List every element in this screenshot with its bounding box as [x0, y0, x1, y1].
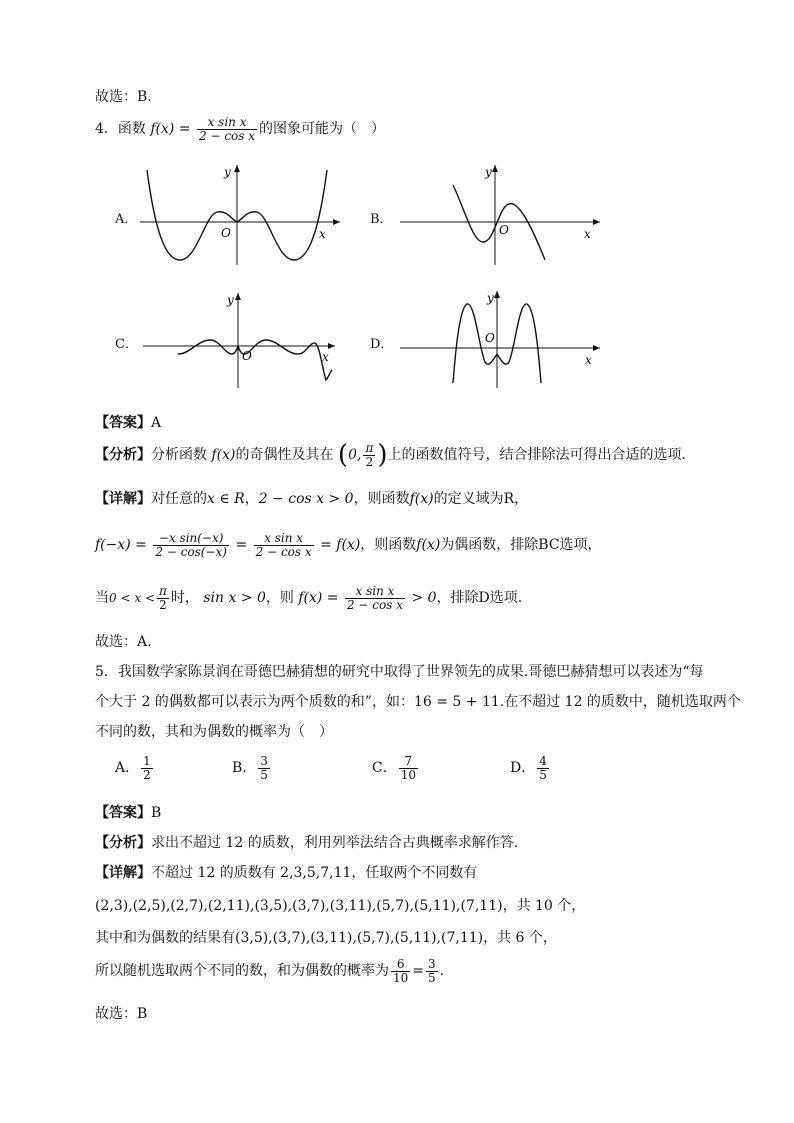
q4-when-gt: > 0	[411, 590, 437, 607]
q4-analysis-interval-left: 0,	[348, 447, 362, 464]
graph-b-x-label: x	[584, 227, 591, 241]
q4-even-num-2: x sin x	[254, 532, 314, 546]
q5-prob-num-1: 6	[391, 958, 410, 972]
q5-option-d-frac	[537, 755, 549, 781]
q4-answer-tag: 【答案】	[95, 415, 151, 431]
q4-option-d-label: D．	[370, 337, 394, 352]
q5-option-a-num: 1	[143, 754, 151, 768]
q4-even-frac-2	[254, 532, 314, 558]
q4-answer-value: A	[151, 415, 162, 431]
q5-option-c-frac	[399, 755, 418, 781]
q4-analysis-two: 2	[365, 454, 374, 469]
q4-analysis-line	[95, 440, 686, 471]
q4-detail-text-4: 的定义域为R，	[433, 491, 529, 507]
q5-option-b	[232, 755, 272, 781]
q4-even-fx: f(x)	[416, 537, 441, 554]
q4-when-den: 2 − cos x	[346, 597, 403, 612]
graph-d-y-label: y	[487, 291, 494, 305]
q5-analysis-line	[95, 832, 518, 852]
q4-detail-xinr: x ∈ R	[207, 491, 245, 507]
q4-detail-fx: f(x)	[409, 491, 434, 507]
q5-prob-end: .	[439, 963, 445, 980]
graph-c-y-label: y	[227, 293, 234, 307]
q5-option-c-den: 10	[400, 767, 416, 782]
q4-number: 4．	[95, 121, 118, 138]
q4-even-frac-1	[153, 532, 229, 558]
q4-func-den: 2 − cos x	[199, 128, 256, 143]
q4-graph-a	[135, 160, 345, 270]
q4-when-pi: π	[158, 584, 167, 598]
q4-detail-text-2: ，	[244, 491, 259, 507]
q5-answer-line	[95, 802, 161, 822]
q4-suffix: 的图象可能为（ ）	[259, 121, 386, 138]
prev-answer-line: 故选：B.	[95, 89, 152, 105]
q4-when-line	[95, 585, 522, 611]
q4-final-line: 故选：A.	[95, 634, 152, 650]
q4-analysis-tag: 【分析】	[95, 447, 151, 464]
q5-prob-eq: =	[412, 963, 425, 980]
q4-option-b-label: B．	[370, 212, 393, 227]
q4-even-rhs: = f(x)	[320, 537, 361, 554]
q5-option-c-num: 7	[399, 755, 418, 769]
q5-option-a-frac	[141, 755, 153, 781]
q4-when-text-3: ，则	[265, 590, 294, 607]
q5-option-a-den: 2	[143, 767, 151, 782]
q4-detail-text-1: 对任意的	[151, 491, 207, 507]
q5-final-line: 故选：B	[95, 1006, 148, 1022]
graph-a-x-label: x	[319, 227, 326, 241]
q5-analysis-tag: 【分析】	[95, 835, 151, 851]
q4-prefix: 函数	[117, 121, 146, 138]
q4-even-den-1: 2 − cos(−x)	[155, 544, 227, 559]
q5-stem-line-2: 个大于 2 的偶数都可以表示为两个质数的和”，如：16 = 5 + 11.在不超过 12 的质数中，随机选取两个	[95, 694, 741, 710]
q4-even-text: ，则函数	[360, 537, 417, 554]
q5-option-b-label: B．	[232, 760, 257, 777]
q4-analysis-text-1: 分析函数	[151, 447, 207, 464]
q4-when-sin: sin x > 0	[203, 590, 266, 607]
q5-prob-line	[95, 958, 444, 984]
q4-when-pi-over-2	[157, 585, 169, 611]
q4-func-fraction	[197, 116, 257, 142]
q4-when-text-4: ，排除D选项.	[436, 590, 523, 607]
q5-prob-num-2: 3	[428, 957, 436, 971]
q5-option-a-label: A．	[115, 760, 140, 777]
q4-when-two: 2	[159, 597, 167, 612]
graph-c-x-label: x	[322, 350, 329, 364]
graph-b-y-label: y	[485, 165, 492, 179]
q4-graph-b	[395, 160, 605, 270]
q5-stem-line-1: 5．我国数学家陈景润在哥德巴赫猜想的研究中取得了世界领先的成果.哥德巴赫猜想可以表述为“每	[95, 664, 704, 680]
q5-option-b-den: 5	[260, 767, 268, 782]
q5-option-d-label: D．	[510, 760, 536, 777]
q4-func-num: x sin x	[197, 116, 257, 130]
q4-detail-text-3: ，则函数	[353, 491, 410, 507]
q4-when-cond: 0 < x <	[109, 591, 155, 606]
q5-prob-den-1: 10	[393, 970, 409, 985]
q5-prob-frac-1	[391, 958, 410, 984]
q4-analysis-paren-left: (	[337, 440, 349, 471]
q4-analysis-pi-over-2	[363, 442, 375, 468]
q5-option-c-label: C．	[372, 760, 397, 777]
q5-even-line: 其中和为偶数的结果有(3,5),(3,7),(3,11),(5,7),(5,11),(7,11)，共 6 个，	[95, 930, 557, 946]
q4-analysis-text-3: 上的函数值符号，结合排除法可得出合适的选项.	[387, 447, 686, 464]
graph-b-origin-label: O	[499, 223, 509, 237]
q4-even-line	[95, 532, 602, 558]
q4-analysis-fx: f(x)	[211, 447, 236, 464]
q4-even-eq: =	[235, 537, 248, 554]
q4-stem	[95, 116, 385, 142]
q4-when-fx: f(x) =	[298, 590, 339, 607]
q4-func-lhs: f(x) =	[150, 121, 191, 138]
q5-detail-text-1: 不超过 12 的质数有 2,3,5,7,11，任取两个不同数有	[151, 865, 478, 881]
q4-when-text-2: 时，	[170, 590, 199, 607]
q4-even-text-2: 为偶函数，排除BC选项，	[440, 537, 602, 554]
q4-answer-line	[95, 412, 161, 432]
q4-graph-c	[140, 288, 340, 393]
q4-even-lhs: f(−x) =	[95, 537, 147, 554]
q5-stem-line-3: 不同的数，其和为偶数的概率为（ ）	[95, 724, 333, 740]
graph-d-origin-label: O	[485, 331, 495, 345]
q5-prob-text: 所以随机选取两个不同的数，和为偶数的概率为	[95, 963, 389, 980]
q4-when-text-1: 当	[95, 590, 109, 607]
q5-prob-frac-2	[426, 958, 438, 984]
q5-option-d	[510, 755, 551, 781]
graph-d-x-label: x	[585, 353, 592, 367]
q5-answer-tag: 【答案】	[95, 805, 151, 821]
q4-detail-line-1	[95, 488, 528, 508]
graph-a-origin-label: O	[221, 226, 231, 240]
q5-analysis-text: 求出不超过 12 的质数，利用列举法结合古典概率求解作答.	[151, 835, 519, 851]
q5-detail-tag: 【详解】	[95, 865, 151, 881]
q4-analysis-paren-right: )	[377, 440, 388, 471]
q4-analysis-text-2: 的奇偶性及其在	[235, 447, 334, 464]
q5-pairs-line: (2,3),(2,5),(2,7),(2,11),(3,5),(3,7),(3,11),(5,7),(5,11),(7,11)，共 10 个，	[95, 898, 586, 914]
graph-a-y-label: y	[224, 165, 231, 179]
q5-option-c	[372, 755, 420, 781]
q5-answer-value: B	[151, 805, 162, 821]
q5-option-b-frac	[258, 755, 270, 781]
q4-analysis-pi: π	[365, 441, 374, 455]
q4-even-num-1: −x sin(−x)	[153, 532, 229, 546]
q5-option-b-num: 3	[260, 754, 268, 768]
q4-option-c-label: C．	[115, 337, 138, 352]
q4-detail-cond: 2 − cos x > 0	[258, 491, 354, 507]
q5-option-d-num: 4	[539, 754, 547, 768]
q5-option-d-den: 5	[539, 767, 547, 782]
graph-c-origin-label: O	[242, 349, 252, 363]
q4-when-num: x sin x	[345, 585, 405, 599]
q4-even-den-2: 2 − cos x	[255, 544, 312, 559]
q5-option-a	[115, 755, 155, 781]
q5-prob-den-2: 5	[428, 970, 436, 985]
q4-graph-d	[395, 288, 605, 393]
q4-when-frac	[345, 585, 405, 611]
q4-option-a-label: A．	[115, 212, 138, 227]
q4-detail-tag: 【详解】	[95, 491, 151, 507]
q5-detail-line-1	[95, 862, 477, 882]
